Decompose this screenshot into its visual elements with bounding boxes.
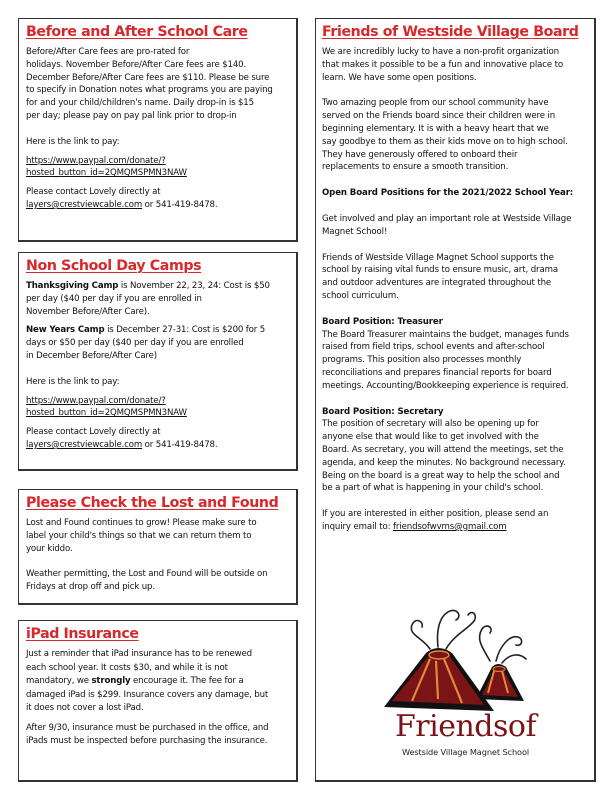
section-title: iPad Insurance: [26, 626, 139, 642]
link-intro: Here is the link to pay:: [26, 136, 120, 147]
link-intro: Here is the link to pay:: [26, 376, 120, 387]
paypal-link[interactable]: https://www.paypal.com/donate/? hosted_button_id=2QMQMSPMN3NAW: [26, 395, 187, 419]
volcano-icon: [378, 589, 553, 714]
contact-email-link[interactable]: layers@crestviewcable.com: [26, 439, 143, 450]
secretary-heading: Board Position: Secretary: [322, 406, 444, 417]
weather-paragraph: Weather permitting, the Lost and Found will be outside on Fridays at drop off and pick up.: [26, 569, 268, 593]
fees-paragraph: Before/After Care fees are pro-rated for holidays. November Before/After Care fees are $140. December Before/After Care fees are $110. Please be sure to specify in Donation notes what programs you are paying for and your child/children's name. Daily drop-in is $15 per day; please pay on pay pal link prior to drop-in: [26, 47, 273, 121]
logo-wordmark: Friendsof: [394, 709, 537, 744]
secretary-paragraph: Board Position: Secretary The position of secretary will also be opening up for anyone else that would like to get involved with the Board. As secretary, you will attend the meetings, set the agenda, and keep the minutes. No background necessary. Being on the board is a great way to help the school and be a part of what is happening in your child's school.: [322, 406, 587, 496]
logo-subtitle: Westside Village Magnet School: [401, 747, 530, 757]
section-title: Friends of Westside Village Board: [322, 24, 579, 40]
lost-found-paragraph: Lost and Found continues to grow! Please make sure to label your child's things so that we can return them to your kiddo.: [26, 518, 257, 554]
lost-and-found-section: [18, 489, 298, 605]
thanksgiving-camp-paragraph: Thanksgiving Camp is November 22, 23, 24: Cost is $50 per day ($40 per day if you are enrolled in November Before/After Care).: [26, 281, 270, 317]
get-involved-paragraph: Get involved and play an important role at Westside Village Magnet School!: [322, 213, 572, 237]
treasurer-paragraph: Board Position: Treasurer The Board Treasurer maintains the budget, manages funds raised from field trips, school events and after-school programs. This position also processes monthly reconciliations and prepares financial reports for board meetings. Accounting/Bookkeeping experience is required.: [322, 316, 587, 393]
ipad-reminder-paragraph: Just a reminder that iPad insurance has to be renewed each school year. It costs $30, and while it is not mandatory, we strongly encourage it. The fee for a damaged iPad is $299. Insurance covers any damage, but it does not cover a lost iPad.: [26, 649, 269, 714]
friends-board-section: [315, 18, 596, 782]
treasurer-heading: Board Position: Treasurer: [322, 316, 443, 327]
before-after-care-section: [18, 18, 298, 242]
goodbye-paragraph: Two amazing people from our school community have served on the Friends board since their children were in beginning elementary. It is with a heavy heart that we say goodbye to them as their kids move on to high school. They have generously offered to onboard their replacements to ensure a smooth transition.: [322, 98, 568, 173]
contact-email-link[interactable]: layers@crestviewcable.com: [26, 199, 143, 210]
inquiry-email-link[interactable]: friendsofwvms@gmail.com: [393, 521, 507, 532]
inquiry-paragraph: If you are interested in either position, please send an inquiry email to: friendsofwvms@gmail.com: [322, 509, 549, 532]
section-title: Before and After School Care: [26, 24, 248, 40]
section-title: Please Check the Lost and Found: [26, 495, 279, 511]
contact-paragraph: Please contact Lovely directly at layers@crestviewcable.com or 541-419-8478.: [26, 187, 218, 210]
section-title: Non School Day Camps: [26, 258, 202, 274]
friends-logo: [378, 589, 553, 774]
day-camps-section: [18, 252, 298, 471]
ipad-purchase-paragraph: After 9/30, insurance must be purchased in the office, and iPads must be inspected before purchasing the insurance.: [26, 722, 269, 746]
open-positions-heading: Open Board Positions for the 2021/2022 School Year:: [322, 188, 574, 199]
new-years-camp-paragraph: New Years Camp is December 27-31: Cost is $200 for 5 days or $50 per day ($40 per day if you are enrolled in December Before/After Care): [26, 325, 266, 361]
funds-paragraph: Friends of Westside Village Magnet School supports the school by raising vital funds to ensure music, art, drama and outdoor adventures are integrated throughout the school curriculum.: [322, 252, 558, 301]
intro-paragraph: We are incredibly lucky to have a non-profit organization that makes it possible to be a fun and innovative place to learn. We have some open positions.: [322, 47, 564, 83]
contact-paragraph: Please contact Lovely directly at layers@crestviewcable.com or 541-419-8478.: [26, 427, 218, 450]
ipad-insurance-section: [18, 620, 298, 782]
paypal-link[interactable]: https://www.paypal.com/donate/? hosted_button_id=2QMQMSPMN3NAW: [26, 155, 187, 179]
